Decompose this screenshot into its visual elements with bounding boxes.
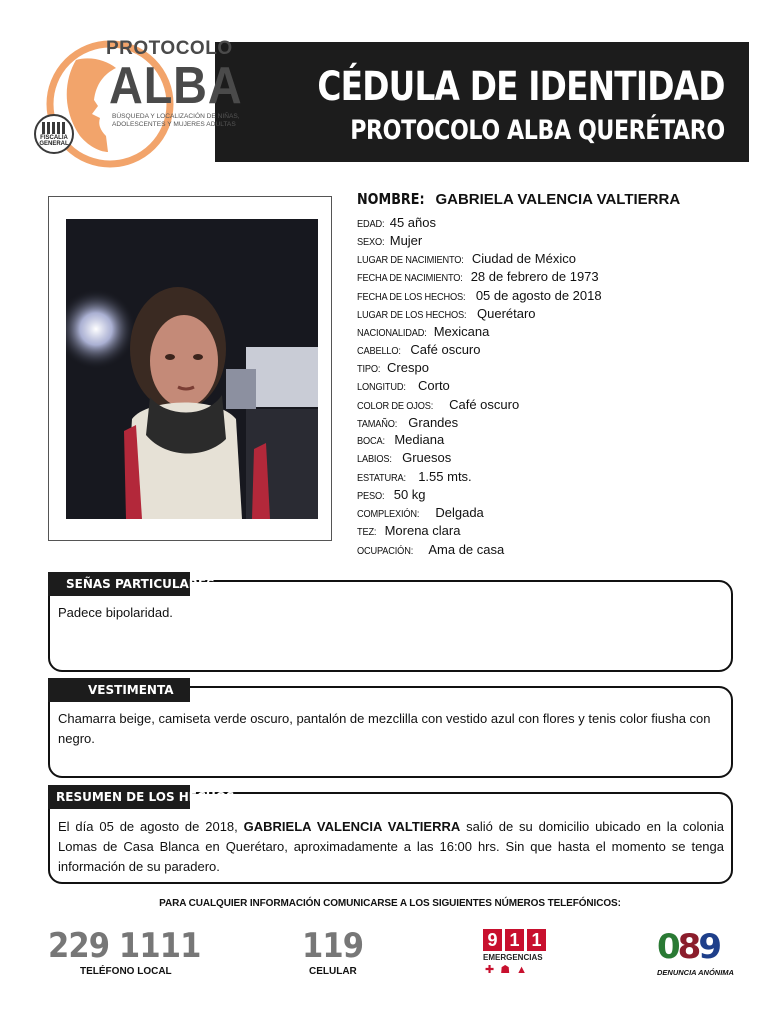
person-name: GABRIELA VALENCIA VALTIERRA	[435, 191, 681, 208]
field-label: NACIONALIDAD:	[357, 327, 427, 339]
field-value: Crespo	[387, 360, 429, 375]
field-label: ESTATURA:	[357, 472, 406, 484]
field-value: Ama de casa	[428, 542, 505, 557]
local-phone-number: 229 1111	[48, 926, 201, 966]
resumen-person-name: GABRIELA VALENCIA VALTIERRA	[243, 819, 461, 834]
senas-text: Padece bipolaridad.	[58, 605, 173, 620]
field-lugar-nacimiento	[357, 251, 576, 268]
anon-digit: 8	[677, 927, 699, 967]
fiscalia-line2: GENERAL	[39, 140, 69, 147]
field-value: Corto	[418, 378, 450, 393]
name-label: NOMBRE:	[357, 190, 425, 208]
field-label: LABIOS:	[357, 453, 392, 465]
field-color-ojos	[357, 397, 519, 414]
field-value: 50 kg	[393, 487, 426, 502]
field-labios	[357, 450, 451, 467]
logo-alba-text: ALBA	[109, 57, 243, 115]
page-title: CÉDULA DE IDENTIDAD	[317, 64, 725, 110]
field-value: 28 de febrero de 1973	[470, 269, 599, 284]
field-label: SEXO:	[357, 236, 385, 248]
field-tipo	[357, 360, 429, 377]
logo-protocolo-text: PROTOCOLO	[106, 38, 233, 59]
anonymous-caption: DENUNCIA ANÓNIMA	[657, 968, 734, 977]
cell-phone-number: 119	[302, 926, 364, 966]
vestimenta-section-title: VESTIMENTA	[48, 678, 190, 702]
field-value: Grandes	[408, 415, 459, 430]
field-label: EDAD:	[357, 218, 385, 230]
field-label: TEZ:	[357, 526, 377, 538]
cell-phone-caption: CELULAR	[309, 966, 357, 977]
fiscalia-badge-icon	[34, 114, 74, 154]
resumen-text-end: salió de su domicilio ubicado en la colonia Lomas de Casa Blanca en Querétaro, aproximadamente a las 16:00 hrs. Sin que hasta el momento se tenga información de su paradero.	[58, 819, 724, 874]
anonymous-digits	[657, 928, 719, 966]
field-peso	[357, 487, 426, 504]
field-label: FECHA DE NACIMIENTO:	[357, 272, 463, 284]
resumen-text	[58, 817, 724, 877]
field-value: Café oscuro	[410, 342, 481, 357]
field-fecha-hechos	[357, 288, 602, 305]
anonymous-089-badge	[657, 928, 733, 978]
field-value: Mediana	[394, 432, 445, 447]
field-label: TAMAÑO:	[357, 418, 398, 430]
fiscalia-line1: FISCALÍA	[40, 134, 68, 141]
field-value: Querétaro	[477, 306, 536, 321]
field-sexo	[357, 233, 422, 250]
emergency-caption: EMERGENCIAS	[483, 953, 543, 962]
resumen-text-start: El día 05 de agosto de 2018,	[58, 819, 244, 834]
page-subtitle: PROTOCOLO ALBA QUERÉTARO	[350, 115, 725, 146]
field-value: Mexicana	[433, 324, 490, 339]
field-label: FECHA DE LOS HECHOS:	[357, 291, 466, 303]
field-label: LUGAR DE NACIMIENTO:	[357, 254, 464, 266]
field-edad	[357, 215, 436, 232]
field-label: BOCA:	[357, 435, 385, 447]
field-value: Morena clara	[384, 523, 461, 538]
field-value: Ciudad de México	[471, 251, 576, 266]
photo-frame	[48, 196, 332, 541]
field-label: OCUPACIÓN:	[357, 545, 414, 557]
contact-note: PARA CUALQUIER INFORMACIÓN COMUNICARSE A LOS SIGUIENTES NÚMEROS TELEFÓNICOS:	[159, 898, 621, 909]
field-value: 1.55 mts.	[418, 469, 472, 484]
field-label: COMPLEXIÓN:	[357, 508, 420, 520]
field-tez	[357, 523, 460, 540]
anon-digit: 9	[698, 927, 720, 967]
field-boca	[357, 432, 444, 449]
emergency-digit: 9	[483, 929, 502, 951]
person-photo-illustration	[66, 219, 318, 519]
emergency-digit: 1	[527, 929, 546, 951]
field-label: LUGAR DE LOS HECHOS:	[357, 309, 467, 321]
field-label: TIPO:	[357, 363, 381, 375]
field-value: Gruesos	[402, 450, 452, 465]
field-value: 45 años	[389, 215, 436, 230]
logo-tagline: BÚSQUEDA Y LOCALIZACIÓN DE NIÑAS, ADOLESCENTES Y MUJERES ADULTAS	[112, 113, 240, 128]
field-nacionalidad	[357, 324, 489, 341]
local-phone-caption: TELÉFONO LOCAL	[80, 966, 172, 977]
field-lugar-hechos	[357, 306, 536, 323]
emergency-digit: 1	[505, 929, 524, 951]
field-tamano	[357, 415, 458, 432]
field-label: CABELLO:	[357, 345, 401, 357]
name-row	[357, 190, 680, 209]
field-estatura	[357, 469, 472, 486]
emergency-services-icon: ✚☗▲	[485, 964, 533, 976]
field-complexion	[357, 505, 484, 522]
field-label: PESO:	[357, 490, 385, 502]
field-label: COLOR DE OJOS:	[357, 400, 434, 412]
emergency-911-badge	[483, 929, 547, 977]
vestimenta-text: Chamarra beige, camiseta verde oscuro, pantalón de mezclilla con vestido azul con flores y tenis color fiusha con negro.	[58, 711, 711, 746]
field-ocupacion	[357, 542, 504, 559]
protocolo-alba-logo	[30, 36, 243, 176]
field-value: Delgada	[435, 505, 484, 520]
field-value: Café oscuro	[449, 397, 520, 412]
field-value: 05 de agosto de 2018	[475, 288, 602, 303]
field-fecha-nacimiento	[357, 269, 599, 286]
resumen-section-title: RESUMEN DE LOS HECHOS	[48, 785, 190, 809]
senas-section-title: SEÑAS PARTICULARES	[48, 572, 190, 596]
field-value: Mujer	[389, 233, 423, 248]
field-cabello	[357, 342, 480, 359]
field-label: LONGITUD:	[357, 381, 406, 393]
field-longitud	[357, 378, 450, 395]
missing-person-photo	[66, 219, 318, 519]
header-band	[215, 42, 749, 162]
anon-digit: 0	[657, 927, 678, 967]
